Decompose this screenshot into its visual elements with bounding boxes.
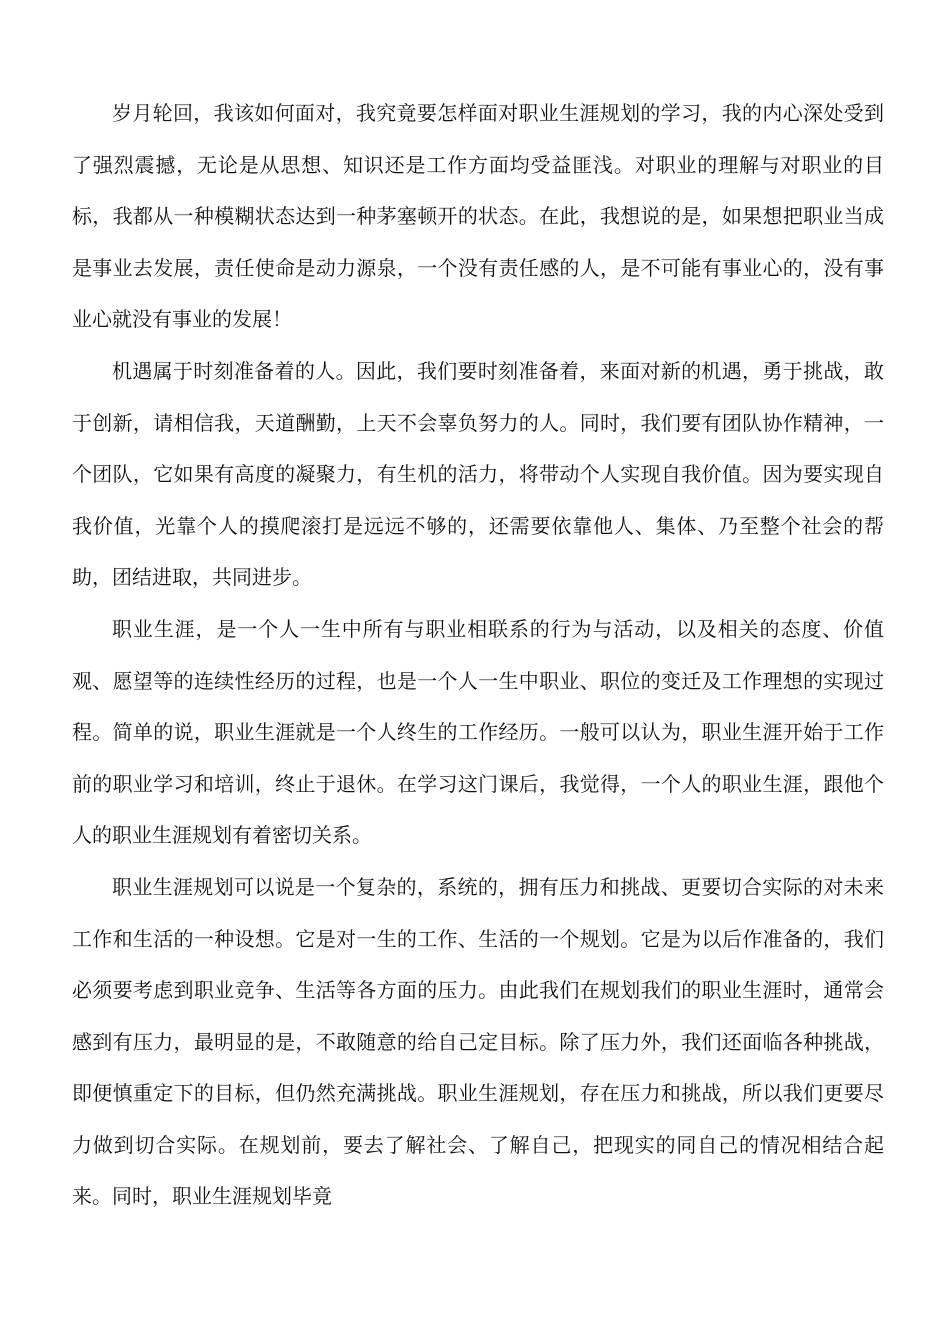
paragraph-1: 岁月轮回，我该如何面对，我究竟要怎样面对职业生涯规划的学习，我的内心深处受到了强烈震撼，无论是从思想、知识还是工作方面均受益匪浅。对职业的理解与对职业的目标，我都从一种模糊状态达到一种茅塞顿开的状态。在此，我想说的是，如果想把职业当成是事业去发展，责任使命是动力源泉，一个没有责任感的人，是不可能有事业心的，没有事业心就没有事业的发展！ [72, 101, 884, 332]
document-body [72, 88, 884, 1223]
paragraph-4: 职业生涯规划可以说是一个复杂的，系统的，拥有压力和挑战、更要切合实际的对未来工作和生活的一种设想。它是对一生的工作、生活的一个规划。它是为以后作准备的，我们必须要考虑到职业竞争、生活等各方面的压力。由此我们在规划我们的职业生涯时，通常会感到有压力，最明显的是，不敢随意的给自己定目标。除了压力外，我们还面临各种挑战，即便慎重定下的目标，但仍然充满挑战。职业生涯规划，存在压力和挑战，所以我们更要尽力做到切合实际。在规划前，要去了解社会、了解自己，把现实的同自己的情况相结合起来。同时，职业生涯规划毕竟 [72, 874, 884, 1209]
paragraph-3: 职业生涯，是一个人一生中所有与职业相联系的行为与活动，以及相关的态度、价值观、愿望等的连续性经历的过程，也是一个人一生中职业、职位的变迁及工作理想的实现过程。简单的说，职业生涯就是一个人终生的工作经历。一般可以认为，职业生涯开始于工作前的职业学习和培训，终止于退休。在学习这门课后，我觉得，一个人的职业生涯，跟他个人的职业生涯规划有着密切关系。 [72, 616, 884, 848]
paragraph-2: 机遇属于时刻准备着的人。因此，我们要时刻准备着，来面对新的机遇，勇于挑战，敢于创新，请相信我，天道酬勤，上天不会辜负努力的人。同时，我们要有团队协作精神，一个团队，它如果有高度的凝聚力，有生机的活力，将带动个人实现自我价值。因为要实现自我价值，光靠个人的摸爬滚打是远远不够的，还需要依靠他人、集体、乃至整个社会的帮助，团结进取，共同进步。 [72, 358, 884, 590]
